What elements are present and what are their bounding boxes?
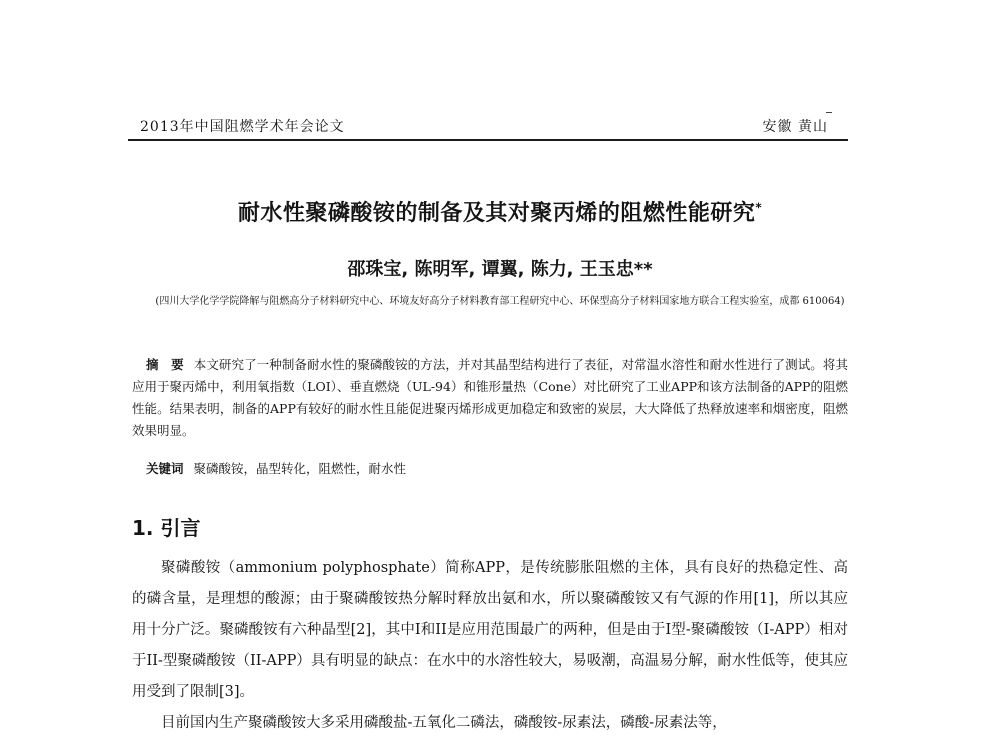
paper-authors: 邵珠宝, 陈明军, 谭翼, 陈力, 王玉忠** [347,259,653,280]
paper-affiliation: (四川大学化学学院降解与阻燃高分子材料研究中心、环境友好高分子材料教育部工程研究中心、环保型高分子材料国家地方联合工程实验室，成都 610064) [155,296,845,307]
abstract [132,354,848,442]
section-heading: 1. 引言 [132,516,201,540]
keywords-text: 聚磷酸铵，晶型转化，阻燃性，耐水性 [193,461,407,476]
keywords-label: 关键词 [146,461,184,476]
keywords [132,458,848,480]
running-header [128,108,848,138]
paper-title [120,196,880,227]
header-rule [128,139,848,141]
abstract-label: 摘 要 [146,357,184,372]
header-location: 安徽 黄山 [762,119,828,135]
paper-title-text: 耐水性聚磷酸铵的制备及其对聚丙烯的阻燃性能研究 [237,201,756,226]
header-conference: 2013年中国阻燃学术年会论文 [140,119,345,135]
title-footnote-mark: * [755,200,763,215]
section-body [132,553,848,739]
abstract-text: 本文研究了一种制备耐水性的聚磷酸铵的方法，并对其晶型结构进行了表征，对常温水溶性和耐水性进行了测试。将其应用于聚丙烯中，利用氧指数（LOI）、垂直燃烧（UL-94）和锥形量热（Cone）对比研究了工业APP和该方法制备的APP的阻燃性能。结果表明，制备的APP有较好的耐水性且能促进聚丙烯形成更加稳定和致密的炭层，大大降低了热释放速率和烟密度，阻燃效果明显。 [132,357,848,438]
body-paragraph: 目前国内生产聚磷酸铵大多采用磷酸盐-五氧化二磷法，磷酸铵-尿素法，磷酸-尿素法等， [161,715,727,731]
body-paragraph: 聚磷酸铵（ammonium polyphosphate）简称APP，是传统膨胀阻燃的主体，具有良好的热稳定性、高的磷含量，是理想的酸源；由于聚磷酸铵热分解时释放出氨和水，所以聚磷酸铵又有气源的作用[1]，所以其应用十分广泛。聚磷酸铵有六种晶型[2]，其中I和II是应用范围最广的两种，但是由于I型-聚磷酸铵（I-APP）相对于II-型聚磷酸铵（II-APP）具有明显的缺点：在水中的水溶性较大，易吸潮，高温易分解，耐水性低等，使其应用受到了限制[3]。 [132,560,848,700]
scan-mark [826,112,832,113]
